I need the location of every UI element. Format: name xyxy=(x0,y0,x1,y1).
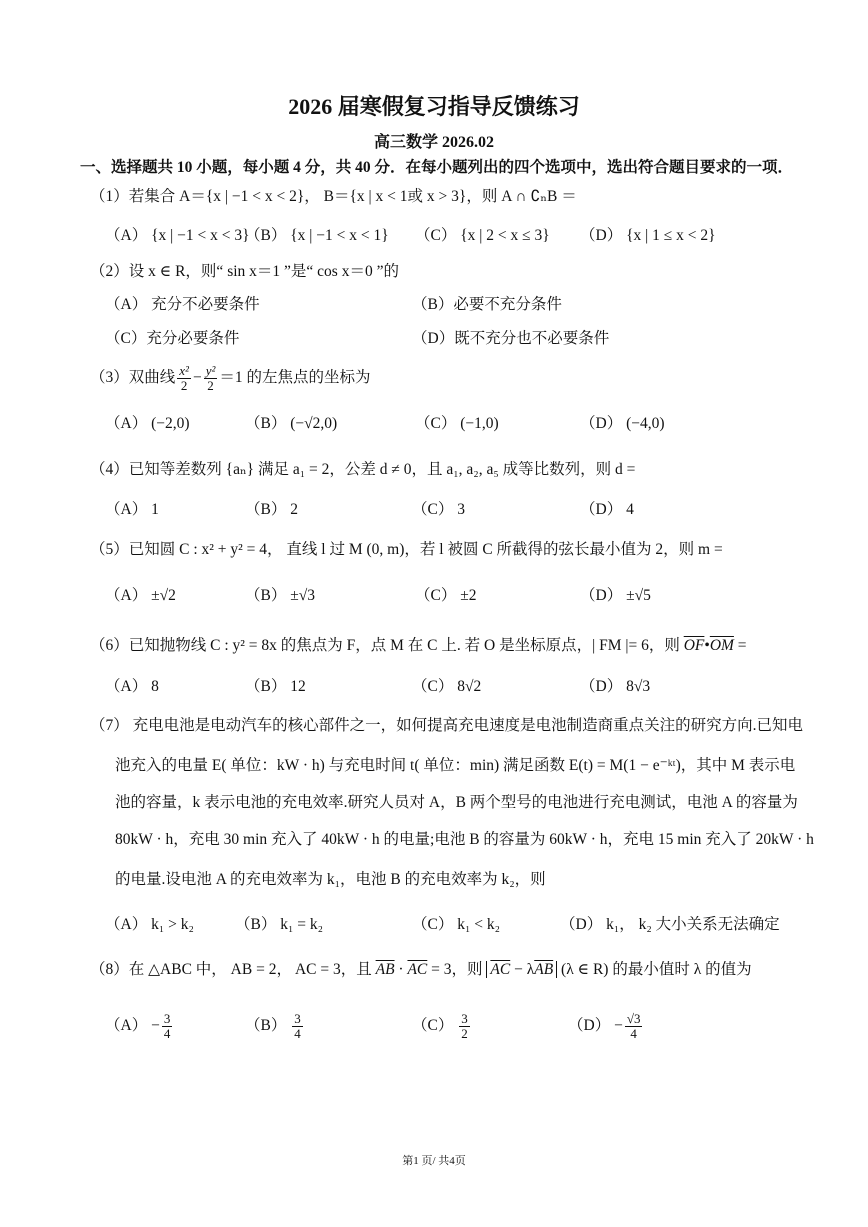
question-5-stem: （5）已知圆 C : x² + y² = 4， 直线 l 过 M (0, m)，若 l 被圆 C 所截得的弦长最小值为 2，则 m = xyxy=(90,541,723,558)
question-5-option-b: （B） ±√3 xyxy=(245,587,315,604)
question-2-option-b: （B）必要不充分条件 xyxy=(412,296,562,313)
question-7-option-a: （A） k₁ > k₂ xyxy=(105,916,194,933)
question-3-option-b: （B） (−√2,0) xyxy=(245,415,338,432)
question-6-option-b: （B） 12 xyxy=(245,678,306,695)
question-8-option-b: （B） $\frac{3}{4}$ xyxy=(245,1010,301,1041)
question-3-stem: （3）双曲线 $\frac{\text{x²}}{2}$ − $\frac{\text{y²}}{2}$ ＝1 的左焦点的坐标为 xyxy=(90,362,371,393)
question-6-stem: （6）已知抛物线 C : y² = 8x 的焦点为 F，点 M 在 C 上. 若 O 是坐标原点，| FM |= 6，则 $\overline{OF}•\overline{OM}$ = xyxy=(90,637,747,654)
fraction-x2-over-2: $\frac{\text{x²}}{2}$ xyxy=(179,362,189,393)
question-7-line-5: 的电量.设电池 A 的充电效率为 k₁，电池 B 的充电效率为 k₂，则 xyxy=(115,871,546,888)
question-6-option-d: （D） 8√3 xyxy=(580,678,651,695)
question-7-line-4: 80kW · h，充电 30 min 充入了 40kW · h 的电量;电池 B 的容量为 60kW · h，充电 15 min 充入了 20kW · h xyxy=(115,831,814,848)
question-4-option-d: （D） 4 xyxy=(580,501,634,518)
question-2-option-d: （D）既不充分也不必要条件 xyxy=(412,330,610,347)
question-8-option-d: （D） − $\frac{√3}{4}$ xyxy=(568,1010,641,1041)
vector-ac: $\overline{AC}$ xyxy=(407,961,428,978)
section-heading: 一、选择题共 10 小题，每小题 4 分，共 40 分．在每小题列出的四个选项中，选出符合题目要求的一项． xyxy=(80,159,794,176)
question-3-stem-before: （3）双曲线 xyxy=(90,369,176,386)
question-8-option-a: （A） − $\frac{3}{4}$ xyxy=(105,1010,171,1041)
question-1-option-d: （D） {x | 1 ≤ x < 2} xyxy=(580,227,716,244)
question-2-option-a: （A） 充分不必要条件 xyxy=(105,296,260,313)
question-6-option-c: （C） 8√2 xyxy=(412,678,482,695)
question-7-line-3: 池的容量，k 表示电池的充电效率.研究人员对 A，B 两个型号的电池进行充电测试，电池 A 的容量为 xyxy=(115,794,798,811)
question-4-option-b: （B） 2 xyxy=(245,501,298,518)
question-4-option-a: （A） 1 xyxy=(105,501,159,518)
question-7-line-1: （7） 充电电池是电动汽车的核心部件之一，如何提高充电速度是电池制造商重点关注的研究方向.已知电 xyxy=(90,717,804,734)
question-4-stem: （4）已知等差数列 {aₙ} 满足 a₁ = 2，公差 d ≠ 0，且 a₁, a₂, a₅ 成等比数列，则 d = xyxy=(90,461,636,478)
question-7-line-2: 池充入的电量 E( 单位：kW · h) 与充电时间 t( 单位：min) 满足函数 E(t) = M(1 − e⁻ᵏᵗ)，其中 M 表示电 xyxy=(115,757,796,774)
question-8-option-c: （C） $\frac{3}{2}$ xyxy=(412,1010,468,1041)
question-1-option-c: （C） {x | 2 < x ≤ 3} xyxy=(415,227,550,244)
question-1-option-a: （A） {x | −1 < x < 3} xyxy=(105,227,250,244)
fraction-y2-over-2: $\frac{\text{y²}}{2}$ xyxy=(205,362,216,393)
question-3-stem-after: ＝1 的左焦点的坐标为 xyxy=(219,369,371,386)
question-5-option-c: （C） ±2 xyxy=(415,587,477,604)
absolute-value-expression: $\overline{AC} - \lambda\overline{AB}$ xyxy=(486,961,557,978)
question-1-stem: （1）若集合 A＝{x | −1 < x < 2}， B＝{x | x < 1或 x > 3}，则 A ∩ ∁ₙB ＝ xyxy=(90,188,577,205)
vector-om: $\overline{OM}$ xyxy=(709,637,734,654)
question-5-option-a: （A） ±√2 xyxy=(105,587,176,604)
vector-of: $\overline{OF}$ xyxy=(683,637,705,654)
question-2-stem: （2）设 x ∈ R，则“ sin x＝1 ”是“ cos x＝0 ”的 xyxy=(90,263,399,280)
page-title: 2026 届寒假复习指导反馈练习 xyxy=(288,94,580,119)
question-1-option-b: （B） {x | −1 < x < 1} xyxy=(245,227,389,244)
question-7-option-d: （D） k₁， k₂ 大小关系无法确定 xyxy=(560,916,780,933)
question-3-option-c: （C） (−1,0) xyxy=(415,415,499,432)
question-6-option-a: （A） 8 xyxy=(105,678,159,695)
question-8-stem: （8）在 △ABC 中， AB = 2， AC = 3，且 $\overline{AB} \cdot \overline{AC} = 3$，则 $\overline{AC} - \lambda\overline{AB}$ (λ ∈ R) 的最小值时 λ 的值为 xyxy=(90,961,752,978)
question-3-option-d: （D） (−4,0) xyxy=(580,415,665,432)
question-5-option-d: （D） ±√5 xyxy=(580,587,651,604)
page-footer: 第1 页/ 共4页 xyxy=(402,1155,466,1167)
question-2-option-c: （C）充分必要条件 xyxy=(105,330,240,347)
question-3-option-a: （A） (−2,0) xyxy=(105,415,190,432)
question-7-option-b: （B） k₁ = k₂ xyxy=(235,916,324,933)
page-subtitle: 高三数学 2026.02 xyxy=(373,134,494,151)
vector-ab: $\overline{AB}$ xyxy=(375,961,395,978)
question-4-option-c: （C） 3 xyxy=(412,501,465,518)
question-7-option-c: （C） k₁ < k₂ xyxy=(412,916,501,933)
question-6-stem-before: （6）已知抛物线 C : y² = 8x 的焦点为 F，点 M 在 C 上. 若 O 是坐标原点，| FM |= 6，则 xyxy=(90,637,684,654)
